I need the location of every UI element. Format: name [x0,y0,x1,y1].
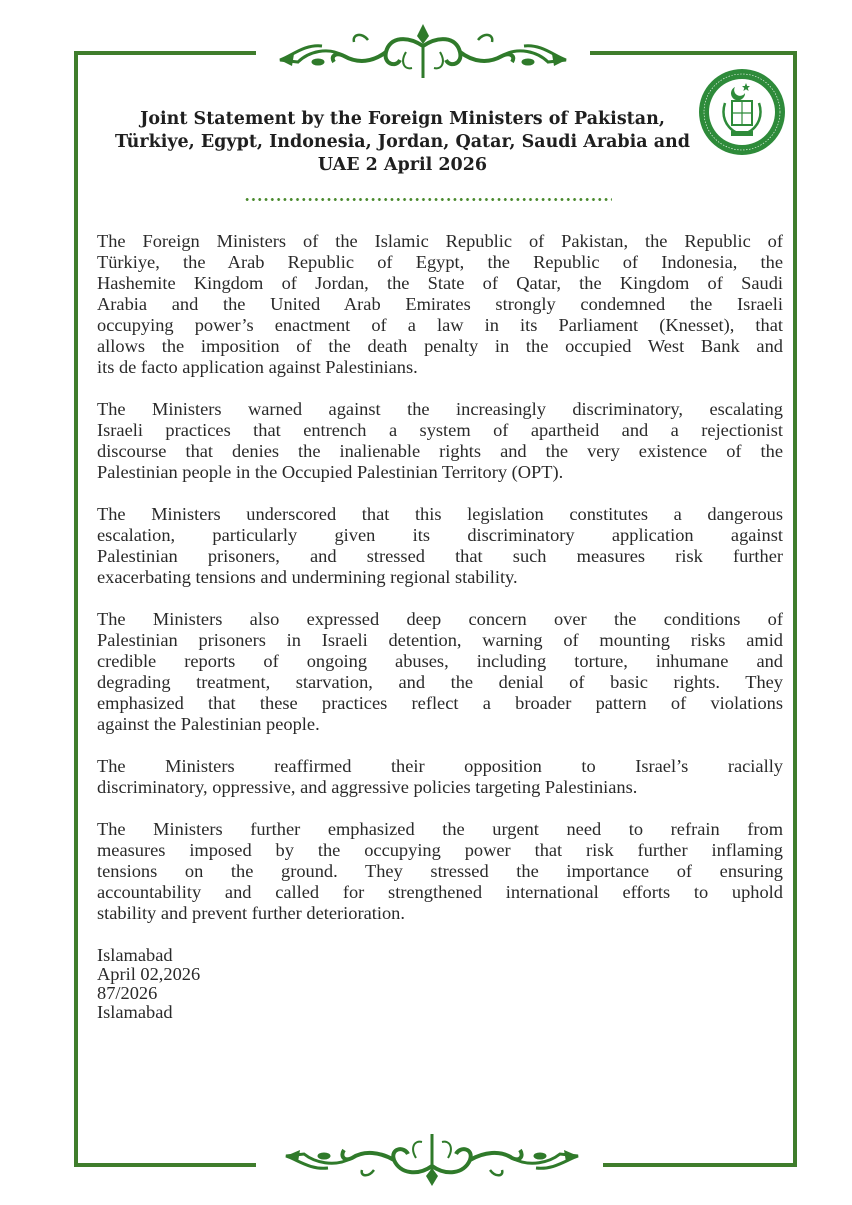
frame-bottom-right-line [603,1163,797,1167]
text-line: The Foreign Ministers of the Islamic Republic of Pakistan, the Republic of [97,231,783,251]
top-floral-ornament-icon [278,22,568,84]
text-line: its de facto application against Palestinians. [97,357,418,377]
text-line: Palestinian people in the Occupied Palestinian Territory (OPT). [97,462,564,482]
text-line: Türkiye, the Arab Republic of Egypt, the Republic of Indonesia, the [97,252,783,272]
frame-top-right-line [590,51,797,55]
statement-body [97,231,783,945]
text-line: escalation, particularly given its discriminatory application against [97,525,783,545]
signoff-block [97,946,200,1022]
text-line: The Ministers warned against the increasingly discriminatory, escalating [97,399,783,419]
dotted-divider [244,197,612,202]
text-line: The Ministers further emphasized the urgent need to refrain from [97,819,783,839]
text-line: discourse that denies the inalienable rights and the very existence of the [97,441,783,461]
text-line: measures imposed by the occupying power that risk further inflaming [97,840,783,860]
text-line: credible reports of ongoing abuses, including torture, inhumane and [97,651,783,671]
bottom-floral-ornament-icon [282,1130,582,1192]
signoff-date: April 02,2026 [97,964,201,984]
text-line: emphasized that these practices reflect a broader pattern of violations [97,693,783,713]
text-line: The Ministers underscored that this legislation constitutes a dangerous [97,504,783,524]
paragraph [97,504,783,588]
text-line: Arabia and the United Arab Emirates strongly condemned the Israeli [97,294,783,314]
signoff-place: Islamabad [97,945,173,965]
frame-right-line [793,51,797,1167]
paragraph [97,231,783,378]
text-line: Hashemite Kingdom of Jordan, the State of Qatar, the Kingdom of Saudi [97,273,783,293]
title-line: Joint Statement by the Foreign Ministers of Pakistan, [140,109,665,129]
text-line: against the Palestinian people. [97,714,320,734]
text-line: discriminatory, oppressive, and aggressive policies targeting Palestinians. [97,777,638,797]
title-line: UAE 2 April 2026 [317,155,488,175]
text-line: degrading treatment, starvation, and the denial of basic rights. They [97,672,783,692]
text-line: exacerbating tensions and undermining regional stability. [97,567,518,587]
text-line: occupying power’s enactment of a law in its Parliament (Knesset), that [97,315,783,335]
text-line: Palestinian prisoners in Israeli detention, warning of mounting risks amid [97,630,783,650]
document-title [90,108,715,177]
text-line: accountability and called for strengthened international efforts to uphold [97,882,783,902]
paragraph [97,399,783,483]
text-line: The Ministers also expressed deep concern over the conditions of [97,609,783,629]
text-line: The Ministers reaffirmed their opposition to Israel’s racially [97,756,783,776]
frame-left-line [74,51,78,1167]
text-line: allows the imposition of the death penalty in the occupied West Bank and [97,336,783,356]
paragraph [97,609,783,735]
text-line: tensions on the ground. They stressed the importance of ensuring [97,861,783,881]
paragraph [97,819,783,924]
signoff-place-repeat: Islamabad [97,1002,173,1022]
paragraph [97,756,783,798]
signoff-reference: 87/2026 [97,983,158,1003]
title-line: Türkiye, Egypt, Indonesia, Jordan, Qatar, Saudi Arabia and [114,132,691,152]
frame-bottom-left-line [74,1163,256,1167]
frame-top-left-line [74,51,256,55]
text-line: stability and prevent further deterioration. [97,903,405,923]
text-line: Israeli practices that entrench a system of apartheid and a rejectionist [97,420,783,440]
text-line: Palestinian prisoners, and stressed that such measures risk further [97,546,783,566]
